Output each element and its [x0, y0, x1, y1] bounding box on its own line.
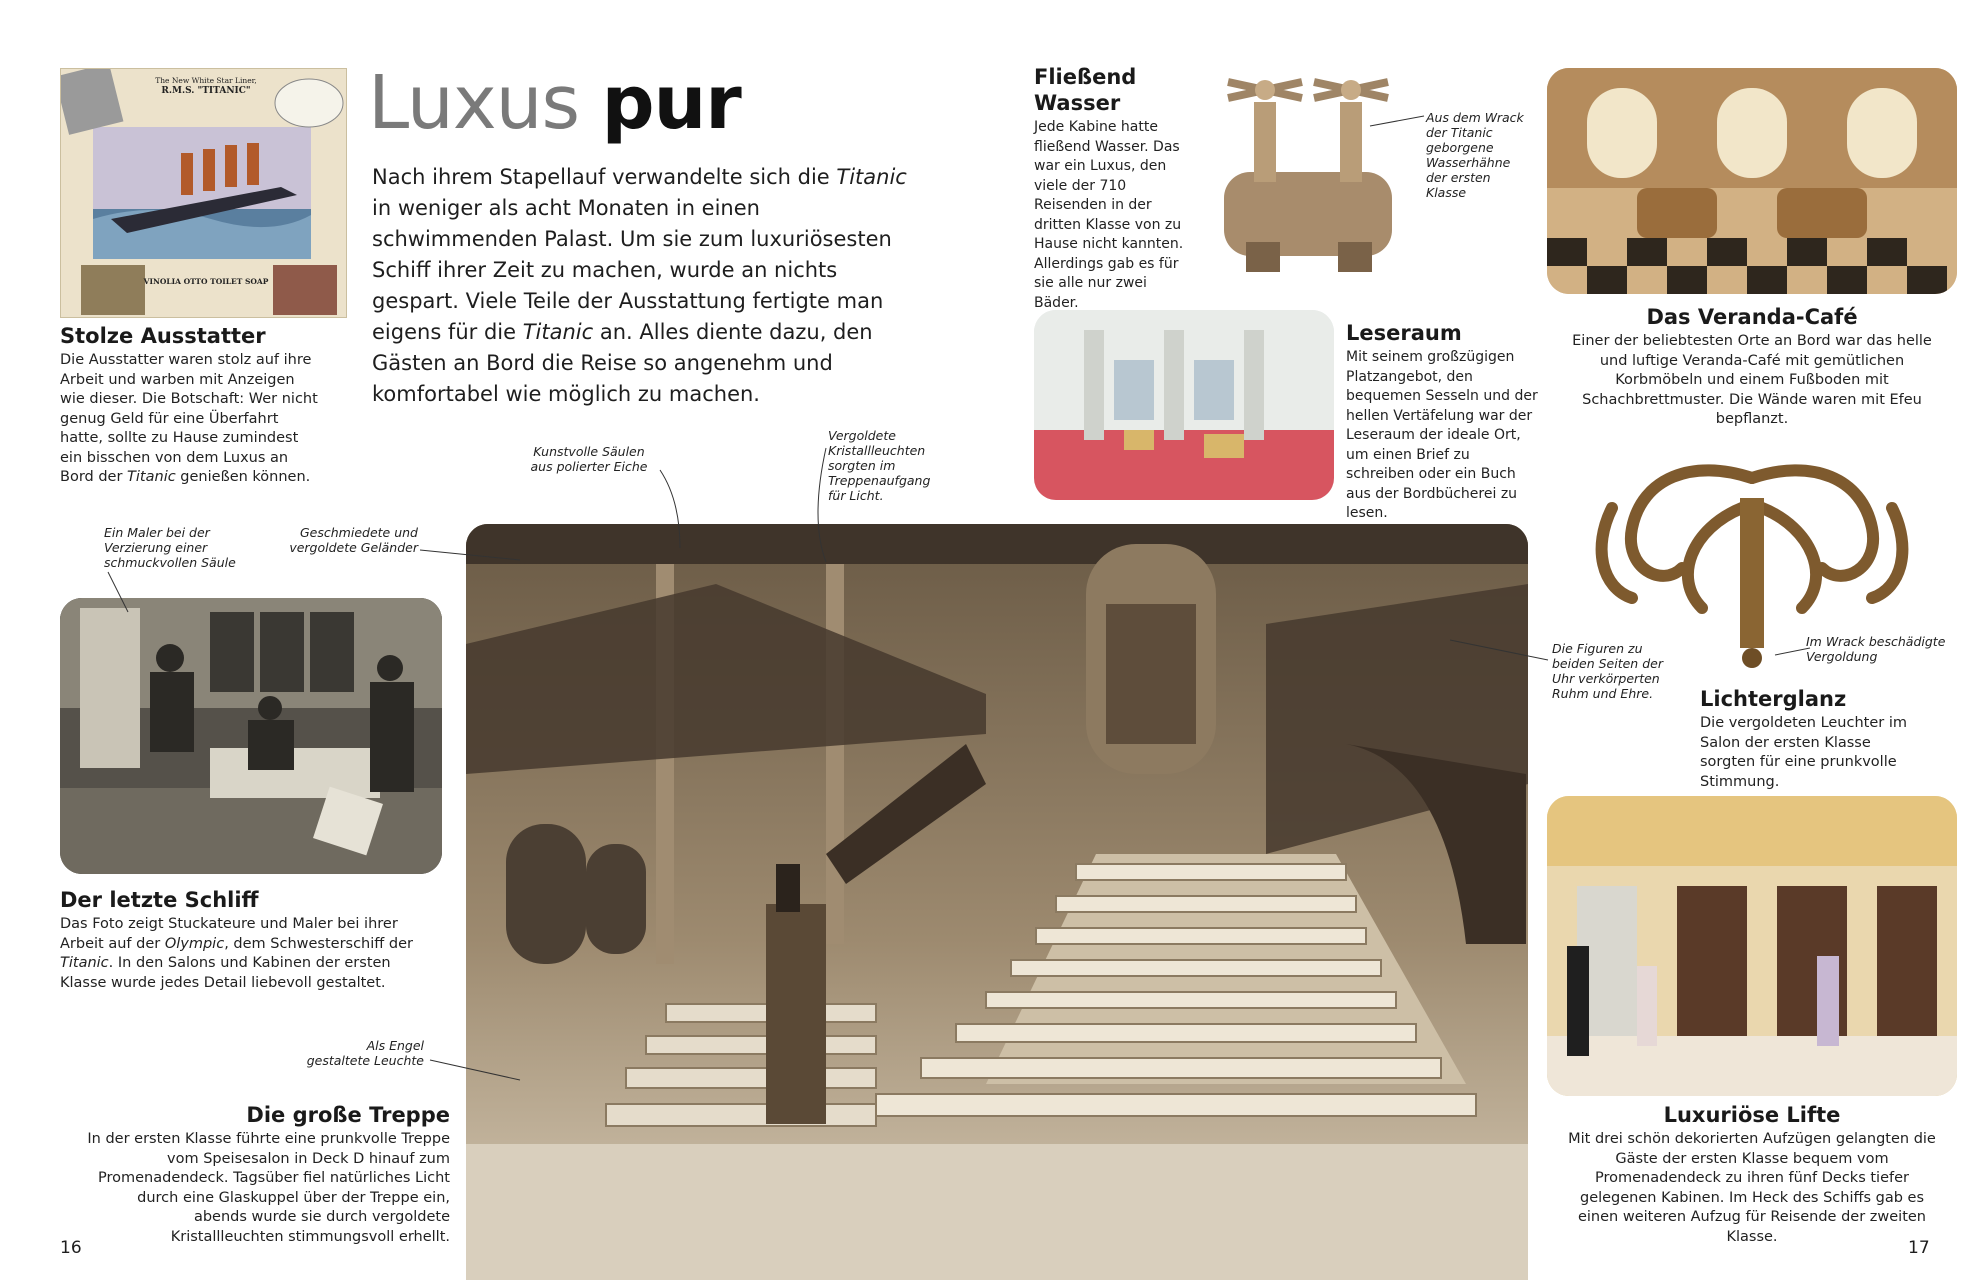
treppe-text: In der ersten Klasse führte eine prunkvolle Treppe vom Speisesalon in Deck D hinauf zum Promenadendeck. Tagsüber fiel natürliches Licht durch eine Glaskuppel über der Treppe ein, abends wurde sie durch vergoldete Kristallleuchten stimmungsvoll erhellt. — [87, 1131, 450, 1245]
wasser-heading-line-2: Wasser — [1034, 91, 1121, 115]
caption-clock-figures: Die Figuren zu beiden Seiten der Uhr verkörperten Ruhm und Ehre. — [1552, 641, 1663, 701]
veranda-heading: Das Veranda-Café — [1646, 305, 1858, 329]
poster-line-2: R.M.S. "TITANIC" — [161, 86, 251, 96]
workers-photo — [60, 598, 442, 874]
poster-line-1: The New White Star Liner, — [155, 76, 257, 85]
intro-paragraph — [372, 162, 914, 410]
intro-text-3: an. Alles diente dazu, den Gästen an Bord die Reise so angenehm und komfortabel wie möglich zu machen. — [372, 320, 873, 406]
reading-room-painting — [1034, 310, 1334, 500]
caption-railings: Geschmiedete und vergoldete Geländer — [289, 525, 418, 555]
stolze-heading: Stolze Ausstatter — [60, 324, 266, 348]
elevators-painting — [1547, 796, 1957, 1096]
water-taps-photo — [1198, 62, 1418, 282]
poster-brand: VINOLIA OTTO TOILET SOAP — [143, 277, 269, 286]
schliff-text-1: Das Foto zeigt Stuckateure und Maler bei ihrer Arbeit auf der — [60, 916, 398, 952]
stolze-text-2: genießen können. — [175, 469, 311, 485]
lichterglanz-text: Die vergoldeten Leuchter im Salon der ersten Klasse sorgten für eine prunkvolle Stimmung. — [1700, 715, 1907, 790]
schliff-ship-name: Titanic — [60, 955, 109, 971]
veranda-text: Einer der beliebtesten Orte an Bord war das helle und luftige Veranda-Café mit gemütlichen Korbmöbeln und einem Fußboden mit Schachbrettmuster. Die Wände waren mit Efeu bepflanzt. — [1572, 333, 1932, 427]
schliff-olympic: Olympic — [164, 935, 225, 952]
caption-angel-light: Als Engel gestaltete Leuchte — [306, 1038, 424, 1068]
veranda-cafe-painting — [1547, 68, 1957, 294]
schliff-text — [60, 915, 432, 993]
caption-painter: Ein Maler bei der Verzierung einer schmuckvollen Säule — [104, 525, 236, 570]
page-title — [368, 58, 741, 148]
lichterglanz-heading: Lichterglanz — [1700, 687, 1847, 711]
caption-water-taps: Aus dem Wrack der Titanic geborgene Wasserhähne der ersten Klasse — [1426, 110, 1524, 200]
treppe-heading: Die große Treppe — [246, 1103, 450, 1127]
lifte-text: Mit drei schön dekorierten Aufzügen gelangten die Gäste der ersten Klasse bequem vom Promenadendeck zu ihren fünf Decks tiefer gelegenen Kabinen. Im Heck des Schiffs gab es einen weiteren Aufzug für Reisende der zweiten Klasse. — [1568, 1131, 1936, 1245]
intro-text-2: in weniger als acht Monaten in einen schwimmenden Palast. Um sie zum luxuriösesten Schiff ihrer Zeit zu machen, wurde an nichts gespart. Viele Teile der Ausstattung fertigte man eigens für die — [372, 196, 892, 344]
caption-crystal-lights: Vergoldete Kristallleuchten sorgten im Treppenaufgang für Licht. — [828, 428, 931, 503]
intro-text-1: Nach ihrem Stapellauf verwandelte sich die — [372, 165, 837, 189]
caption-damaged-gilding: Im Wrack beschädigte Vergoldung — [1806, 634, 1946, 664]
page-title-light: Luxus — [368, 60, 580, 146]
lifte-heading: Luxuriöse Lifte — [1663, 1103, 1841, 1127]
grand-staircase-photo — [466, 524, 1528, 1280]
intro-ship-name-1: Titanic — [836, 165, 907, 189]
page-number-left: 16 — [60, 1238, 82, 1258]
page-number-right: 17 — [1908, 1238, 1930, 1258]
intro-ship-name-2: Titanic — [522, 320, 594, 344]
stolze-ship-name: Titanic — [127, 469, 176, 485]
schliff-text-3: . In den Salons und Kabinen der ersten Klasse wurde jedes Detail liebevoll gestaltet. — [60, 955, 391, 991]
caption-columns: Kunstvolle Säulen aus polierter Eiche — [530, 444, 648, 474]
leseraum-heading: Leseraum — [1346, 321, 1462, 345]
schliff-text-2: , dem Schwesterschiff der — [224, 935, 413, 952]
soap-advertisement-poster — [60, 68, 347, 318]
page-title-bold: pur — [601, 60, 741, 146]
wasser-heading-line-1: Fließend — [1034, 65, 1137, 89]
schliff-heading: Der letzte Schliff — [60, 888, 259, 912]
stolze-text — [60, 351, 322, 488]
wasser-heading — [1034, 64, 1136, 116]
stolze-text-1: Die Ausstatter waren stolz auf ihre Arbeit und warben mit Anzeigen wie dieser. Die Botschaft: Wer nicht genug Geld für eine Überfahrt hatte, sollte zu Hause zumindest ein bisschen von dem Luxus an Bord der — [60, 352, 318, 485]
wasser-text: Jede Kabine hatte fließend Wasser. Das war ein Luxus, den viele der 710 Reisenden in der dritten Klasse von zu Hause nicht kannten. Allerdings gab es für sie alle nur zwei Bäder. — [1034, 119, 1184, 311]
leseraum-text: Mit seinem großzügigen Platzangebot, den bequemen Sesseln und der hellen Vertäfelung war der Leseraum der ideale Ort, um einen Brief zu schreiben oder ein Buch aus der Bordbücherei zu lesen. — [1346, 349, 1538, 521]
